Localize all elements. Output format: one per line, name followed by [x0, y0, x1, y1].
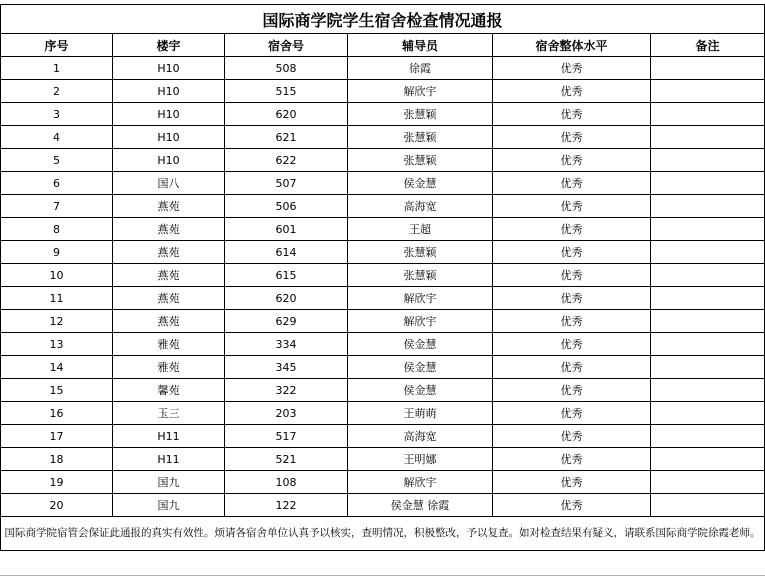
cell-remark: [651, 402, 765, 425]
cell-building: H10: [113, 103, 225, 126]
header-room: 宿舍号: [225, 34, 348, 57]
cell-index: 3: [1, 103, 113, 126]
cell-index: 14: [1, 356, 113, 379]
cell-room: 517: [225, 425, 348, 448]
cell-remark: [651, 149, 765, 172]
header-building: 楼宇: [113, 34, 225, 57]
cell-index: 5: [1, 149, 113, 172]
table-row: [1, 264, 765, 287]
cell-index: 1: [1, 57, 113, 80]
cell-room: 615: [225, 264, 348, 287]
cell-index: 8: [1, 218, 113, 241]
cell-remark: [651, 425, 765, 448]
table-row: [1, 149, 765, 172]
cell-room: 203: [225, 402, 348, 425]
cell-building: H10: [113, 126, 225, 149]
cell-counselor: 解欣宇: [348, 287, 493, 310]
report-title: 国际商学院学生宿舍检查情况通报: [1, 5, 765, 34]
cell-remark: [651, 241, 765, 264]
cell-counselor: 徐霞: [348, 57, 493, 80]
cell-counselor: 解欣宇: [348, 80, 493, 103]
cell-room: 614: [225, 241, 348, 264]
cell-index: 15: [1, 379, 113, 402]
header-remark: 备注: [651, 34, 765, 57]
cell-room: 506: [225, 195, 348, 218]
table-row: [1, 287, 765, 310]
cell-remark: [651, 333, 765, 356]
table-row: [1, 333, 765, 356]
table-row: [1, 103, 765, 126]
cell-room: 629: [225, 310, 348, 333]
table-row: [1, 448, 765, 471]
cell-building: 燕苑: [113, 287, 225, 310]
cell-index: 19: [1, 471, 113, 494]
footer-note: 国际商学院宿管会保证此通报的真实有效性。烦请各宿舍单位认真予以核实，查明情况，积极整改，予以复查。如对检查结果有疑义，请联系国际商学院徐霞老师。: [1, 517, 765, 551]
cell-level: 优秀: [493, 80, 651, 103]
cell-counselor: 解欣宇: [348, 471, 493, 494]
cell-building: 燕苑: [113, 310, 225, 333]
cell-index: 6: [1, 172, 113, 195]
cell-counselor: 侯金慧: [348, 172, 493, 195]
cell-counselor: 侯金慧: [348, 356, 493, 379]
table-row: [1, 218, 765, 241]
table-row: [1, 172, 765, 195]
cell-building: 燕苑: [113, 195, 225, 218]
cell-remark: [651, 448, 765, 471]
table-row: [1, 310, 765, 333]
cell-level: 优秀: [493, 402, 651, 425]
cell-building: H11: [113, 425, 225, 448]
cell-remark: [651, 471, 765, 494]
cell-level: 优秀: [493, 218, 651, 241]
cell-level: 优秀: [493, 241, 651, 264]
cell-room: 345: [225, 356, 348, 379]
cell-room: 122: [225, 494, 348, 517]
cell-room: 620: [225, 103, 348, 126]
cell-building: H11: [113, 448, 225, 471]
cell-counselor: 侯金慧 徐霞: [348, 494, 493, 517]
cell-index: 20: [1, 494, 113, 517]
cell-index: 11: [1, 287, 113, 310]
cell-level: 优秀: [493, 333, 651, 356]
cell-room: 507: [225, 172, 348, 195]
cell-remark: [651, 356, 765, 379]
cell-counselor: 侯金慧: [348, 333, 493, 356]
dorm-inspection-table: [0, 4, 765, 551]
cell-counselor: 解欣宇: [348, 310, 493, 333]
cell-remark: [651, 310, 765, 333]
cell-room: 334: [225, 333, 348, 356]
cell-building: 燕苑: [113, 218, 225, 241]
cell-index: 7: [1, 195, 113, 218]
cell-remark: [651, 264, 765, 287]
cell-remark: [651, 172, 765, 195]
cell-building: 燕苑: [113, 241, 225, 264]
table-row: [1, 425, 765, 448]
cell-index: 12: [1, 310, 113, 333]
cell-level: 优秀: [493, 494, 651, 517]
footer-row: [1, 517, 765, 551]
cell-building: H10: [113, 149, 225, 172]
cell-room: 108: [225, 471, 348, 494]
table-row: [1, 126, 765, 149]
header-index: 序号: [1, 34, 113, 57]
cell-room: 508: [225, 57, 348, 80]
cell-room: 515: [225, 80, 348, 103]
cell-building: 雅苑: [113, 356, 225, 379]
cell-level: 优秀: [493, 425, 651, 448]
cell-index: 9: [1, 241, 113, 264]
cell-building: 国八: [113, 172, 225, 195]
cell-level: 优秀: [493, 264, 651, 287]
table-row: [1, 241, 765, 264]
cell-index: 16: [1, 402, 113, 425]
cell-level: 优秀: [493, 103, 651, 126]
sheet-edge-divider: [0, 575, 765, 576]
cell-counselor: 张慧颖: [348, 126, 493, 149]
cell-index: 10: [1, 264, 113, 287]
cell-index: 13: [1, 333, 113, 356]
cell-remark: [651, 218, 765, 241]
cell-level: 优秀: [493, 448, 651, 471]
cell-building: 馨苑: [113, 379, 225, 402]
cell-index: 17: [1, 425, 113, 448]
cell-counselor: 高海宽: [348, 425, 493, 448]
cell-remark: [651, 103, 765, 126]
cell-room: 521: [225, 448, 348, 471]
cell-remark: [651, 287, 765, 310]
table-row: [1, 379, 765, 402]
cell-remark: [651, 195, 765, 218]
cell-counselor: 张慧颖: [348, 103, 493, 126]
cell-remark: [651, 57, 765, 80]
header-level: 宿舍整体水平: [493, 34, 651, 57]
cell-room: 622: [225, 149, 348, 172]
cell-room: 621: [225, 126, 348, 149]
cell-level: 优秀: [493, 287, 651, 310]
cell-index: 4: [1, 126, 113, 149]
cell-level: 优秀: [493, 356, 651, 379]
table-row: [1, 471, 765, 494]
table-row: [1, 402, 765, 425]
cell-counselor: 侯金慧: [348, 379, 493, 402]
cell-index: 2: [1, 80, 113, 103]
cell-counselor: 张慧颖: [348, 264, 493, 287]
cell-level: 优秀: [493, 172, 651, 195]
table-row: [1, 356, 765, 379]
cell-room: 601: [225, 218, 348, 241]
table-row: [1, 494, 765, 517]
cell-counselor: 王萌萌: [348, 402, 493, 425]
cell-building: H10: [113, 80, 225, 103]
cell-building: H10: [113, 57, 225, 80]
cell-building: 玉三: [113, 402, 225, 425]
cell-room: 620: [225, 287, 348, 310]
cell-level: 优秀: [493, 471, 651, 494]
cell-level: 优秀: [493, 126, 651, 149]
cell-remark: [651, 494, 765, 517]
cell-room: 322: [225, 379, 348, 402]
cell-level: 优秀: [493, 149, 651, 172]
cell-building: 国九: [113, 471, 225, 494]
cell-building: 雅苑: [113, 333, 225, 356]
header-counselor: 辅导员: [348, 34, 493, 57]
cell-counselor: 王明娜: [348, 448, 493, 471]
cell-building: 国九: [113, 494, 225, 517]
cell-counselor: 张慧颖: [348, 241, 493, 264]
cell-level: 优秀: [493, 195, 651, 218]
cell-index: 18: [1, 448, 113, 471]
cell-remark: [651, 80, 765, 103]
cell-remark: [651, 126, 765, 149]
cell-counselor: 高海宽: [348, 195, 493, 218]
cell-level: 优秀: [493, 310, 651, 333]
header-row: [1, 34, 765, 57]
cell-building: 燕苑: [113, 264, 225, 287]
table-row: [1, 57, 765, 80]
title-row: [1, 5, 765, 34]
cell-counselor: 张慧颖: [348, 149, 493, 172]
cell-remark: [651, 379, 765, 402]
cell-level: 优秀: [493, 379, 651, 402]
table-row: [1, 80, 765, 103]
table-row: [1, 195, 765, 218]
cell-level: 优秀: [493, 57, 651, 80]
cell-counselor: 王超: [348, 218, 493, 241]
